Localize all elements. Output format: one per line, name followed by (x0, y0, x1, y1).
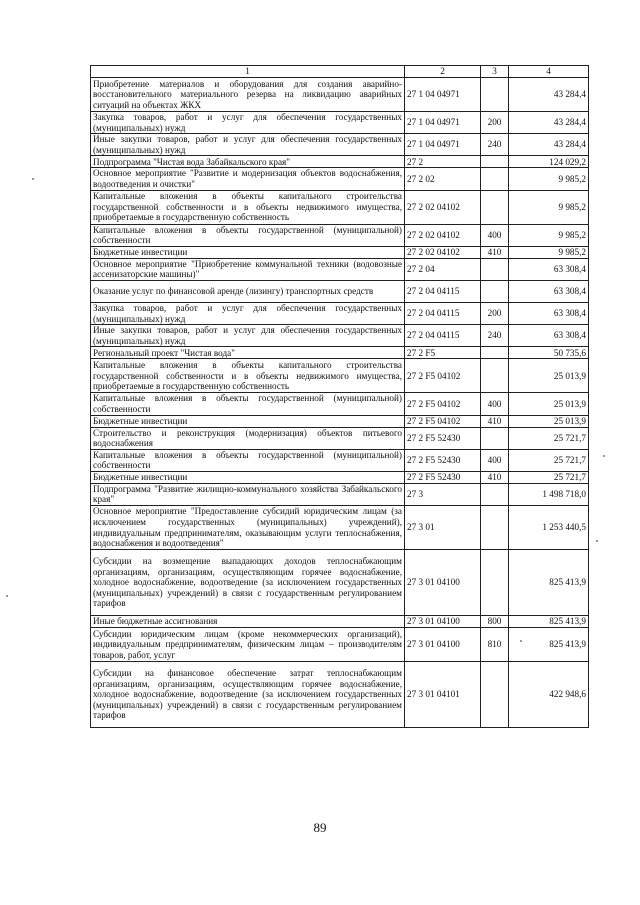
row-name-cell: Субсидии на финансовое обеспечение затрат теплоснабжающим организациям, организациям, осуществляющим горячее водоснабжение, холодное водоснабжение, водоотведение (за исключением государственных (муниципальных) учреждений) в связи с государственным регулированием тарифов (91, 662, 405, 728)
row-type-cell (481, 506, 509, 550)
row-sum-cell: 1 498 718,0 (509, 483, 589, 505)
row-code-cell: 27 3 01 (405, 506, 481, 550)
table-row (91, 483, 589, 505)
column-header-3: 3 (481, 66, 509, 78)
row-code-cell: 27 3 (405, 483, 481, 505)
row-sum-cell: 1 253 440,5 (509, 506, 589, 550)
row-name-cell: Иные бюджетные ассигнования (91, 616, 405, 628)
row-name-cell: Субсидии на возмещение выпадающих доходов теплоснабжающим организациям, организациям, осуществляющим горячее водоснабжение, холодное водоснабжение, водоотведение (за исключением государственных (муниципальных) учреждений) в связи с государственным регулированием тарифов (91, 550, 405, 616)
row-type-cell: 240 (481, 134, 509, 156)
row-sum-cell: 43 284,4 (509, 134, 589, 156)
row-sum-cell: 50 735,6 (509, 347, 589, 359)
row-sum-cell: 25 721,7 (509, 471, 589, 483)
row-name-cell: Закупка товаров, работ и услуг для обеспечения государственных (муниципальных) нужд (91, 302, 405, 324)
row-sum-cell: 63 308,4 (509, 258, 589, 280)
row-type-cell (481, 550, 509, 616)
row-sum-cell: 9 985,2 (509, 224, 589, 246)
row-type-cell: 400 (481, 393, 509, 415)
table-row (91, 427, 589, 449)
table-row (91, 156, 589, 168)
table-row (91, 415, 589, 427)
row-code-cell: 27 2 04 04115 (405, 325, 481, 347)
table-row (91, 190, 589, 224)
column-header-2: 2 (405, 66, 481, 78)
row-name-cell: Подпрограмма "Развитие жилищно-коммунального хозяйства Забайкальского края" (91, 483, 405, 505)
row-name-cell: Закупка товаров, работ и услуг для обеспечения государственных (муниципальных) нужд (91, 112, 405, 134)
scan-speck (603, 455, 605, 457)
row-sum-cell: 43 284,4 (509, 78, 589, 112)
row-code-cell: 27 2 02 04102 (405, 190, 481, 224)
row-type-cell: 410 (481, 415, 509, 427)
row-sum-cell: 25 721,7 (509, 427, 589, 449)
row-code-cell: 27 2 F5 52430 (405, 449, 481, 471)
row-code-cell: 27 2 02 (405, 168, 481, 190)
row-name-cell: Иные закупки товаров, работ и услуг для обеспечения государственных (муниципальных) нужд (91, 134, 405, 156)
row-code-cell: 27 2 02 04102 (405, 246, 481, 258)
table-row (91, 550, 589, 616)
row-code-cell: 27 3 01 04100 (405, 616, 481, 628)
row-type-cell: 800 (481, 616, 509, 628)
row-type-cell (481, 662, 509, 728)
row-name-cell: Подпрограмма "Чистая вода Забайкальского края" (91, 156, 405, 168)
table-row (91, 246, 589, 258)
row-type-cell (481, 78, 509, 112)
table-row (91, 224, 589, 246)
row-name-cell: Строительство и реконструкция (модернизация) объектов питьевого водоснабжения (91, 427, 405, 449)
row-sum-cell: 124 029,2 (509, 156, 589, 168)
row-code-cell: 27 2 F5 52430 (405, 471, 481, 483)
row-code-cell: 27 2 04 (405, 258, 481, 280)
row-sum-cell: 25 013,9 (509, 359, 589, 393)
scan-speck (596, 540, 598, 542)
row-sum-cell: 825 413,9 (509, 616, 589, 628)
row-type-cell: 200 (481, 112, 509, 134)
row-name-cell: Субсидии юридическим лицам (кроме некоммерческих организаций), индивидуальным предпринимателям, физическим лицам – производителям товаров, работ, услуг (91, 628, 405, 662)
row-name-cell: Капитальные вложения в объекты государственной (муниципальной) собственности (91, 449, 405, 471)
table-row (91, 506, 589, 550)
row-name-cell: Основное мероприятие "Развитие и модернизация объектов водоснабжения, водоотведения и очистки" (91, 168, 405, 190)
row-code-cell: 27 2 F5 52430 (405, 427, 481, 449)
row-sum-cell: 825 413,9 (509, 550, 589, 616)
row-sum-cell: 43 284,4 (509, 112, 589, 134)
table-header-row (91, 66, 589, 78)
scan-speck (6, 595, 8, 597)
row-name-cell: Капитальные вложения в объекты государственной (муниципальной) собственности (91, 393, 405, 415)
row-name-cell: Основное мероприятие "Приобретение коммунальной техники (водовозные ассенизаторские машины)" (91, 258, 405, 280)
page-number: 89 (313, 820, 327, 835)
row-type-cell (481, 359, 509, 393)
table-row (91, 302, 589, 324)
row-code-cell: 27 2 04 04115 (405, 280, 481, 302)
column-header-4: 4 (509, 66, 589, 78)
row-type-cell: 400 (481, 449, 509, 471)
row-name-cell: Капитальные вложения в объекты государственной (муниципальной) собственности (91, 224, 405, 246)
table-row (91, 616, 589, 628)
row-name-cell: Бюджетные инвестиции (91, 415, 405, 427)
table-row (91, 134, 589, 156)
row-name-cell: Оказание услуг по финансовой аренде (лизингу) транспортных средств (91, 280, 405, 302)
row-type-cell: 200 (481, 302, 509, 324)
row-name-cell: Капитальные вложения в объекты капитального строительства государственной собственности и в объекты недвижимого имущества, приобретаемые в государственную собственность (91, 359, 405, 393)
row-type-cell (481, 483, 509, 505)
row-code-cell: 27 3 01 04101 (405, 662, 481, 728)
column-header-1: 1 (91, 66, 405, 78)
row-code-cell: 27 1 04 04971 (405, 134, 481, 156)
row-code-cell: 27 3 01 04100 (405, 628, 481, 662)
row-name-cell: Капитальные вложения в объекты капитального строительства государственной собственности и в объекты недвижимого имущества, приобретаемые в государственную собственность (91, 190, 405, 224)
row-type-cell (481, 347, 509, 359)
scan-speck (520, 640, 522, 642)
row-sum-cell: 25 013,9 (509, 393, 589, 415)
row-code-cell: 27 2 (405, 156, 481, 168)
row-type-cell: 410 (481, 246, 509, 258)
row-code-cell: 27 3 01 04100 (405, 550, 481, 616)
table-row (91, 325, 589, 347)
row-sum-cell: 9 985,2 (509, 190, 589, 224)
row-sum-cell: 9 985,2 (509, 168, 589, 190)
row-code-cell: 27 1 04 04971 (405, 78, 481, 112)
row-sum-cell: 63 308,4 (509, 302, 589, 324)
row-code-cell: 27 2 F5 (405, 347, 481, 359)
row-type-cell (481, 427, 509, 449)
row-name-cell: Региональный проект "Чистая вода" (91, 347, 405, 359)
row-code-cell: 27 2 F5 04102 (405, 359, 481, 393)
table-row (91, 280, 589, 302)
scan-speck (32, 178, 34, 180)
row-name-cell: Приобретение материалов и оборудования для создания аварийно-восстановительного материального резерва на ликвидацию аварийных ситуаций на объектах ЖКХ (91, 78, 405, 112)
row-name-cell: Иные закупки товаров, работ и услуг для обеспечения государственных (муниципальных) нужд (91, 325, 405, 347)
row-sum-cell: 25 013,9 (509, 415, 589, 427)
table-row (91, 78, 589, 112)
row-sum-cell: 422 948,6 (509, 662, 589, 728)
budget-table (90, 65, 589, 728)
table-body (91, 78, 589, 728)
row-code-cell: 27 2 F5 04102 (405, 393, 481, 415)
row-type-cell (481, 168, 509, 190)
row-sum-cell: 63 308,4 (509, 280, 589, 302)
row-type-cell (481, 258, 509, 280)
row-type-cell (481, 190, 509, 224)
row-type-cell: 410 (481, 471, 509, 483)
row-type-cell: 400 (481, 224, 509, 246)
row-sum-cell: 9 985,2 (509, 246, 589, 258)
row-type-cell (481, 280, 509, 302)
table-row (91, 347, 589, 359)
row-type-cell: 810 (481, 628, 509, 662)
table-row (91, 393, 589, 415)
table-row (91, 471, 589, 483)
row-sum-cell: 825 413,9 (509, 628, 589, 662)
row-code-cell: 27 2 04 04115 (405, 302, 481, 324)
row-sum-cell: 25 721,7 (509, 449, 589, 471)
table-row (91, 359, 589, 393)
row-type-cell (481, 156, 509, 168)
row-name-cell: Основное мероприятие "Предоставление субсидий юридическим лицам (за исключением государственных (муниципальных) учреждений), индивидуальным предпринимателям, оказывающим услуги теплоснабжения, водоснабжения и водоотведения" (91, 506, 405, 550)
row-code-cell: 27 2 02 04102 (405, 224, 481, 246)
table-row (91, 168, 589, 190)
row-name-cell: Бюджетные инвестиции (91, 246, 405, 258)
table-row (91, 112, 589, 134)
table-row (91, 449, 589, 471)
row-name-cell: Бюджетные инвестиции (91, 471, 405, 483)
row-code-cell: 27 1 04 04971 (405, 112, 481, 134)
row-type-cell: 240 (481, 325, 509, 347)
row-code-cell: 27 2 F5 04102 (405, 415, 481, 427)
table-row (91, 258, 589, 280)
table-row (91, 628, 589, 662)
row-sum-cell: 63 308,4 (509, 325, 589, 347)
table-row (91, 662, 589, 728)
